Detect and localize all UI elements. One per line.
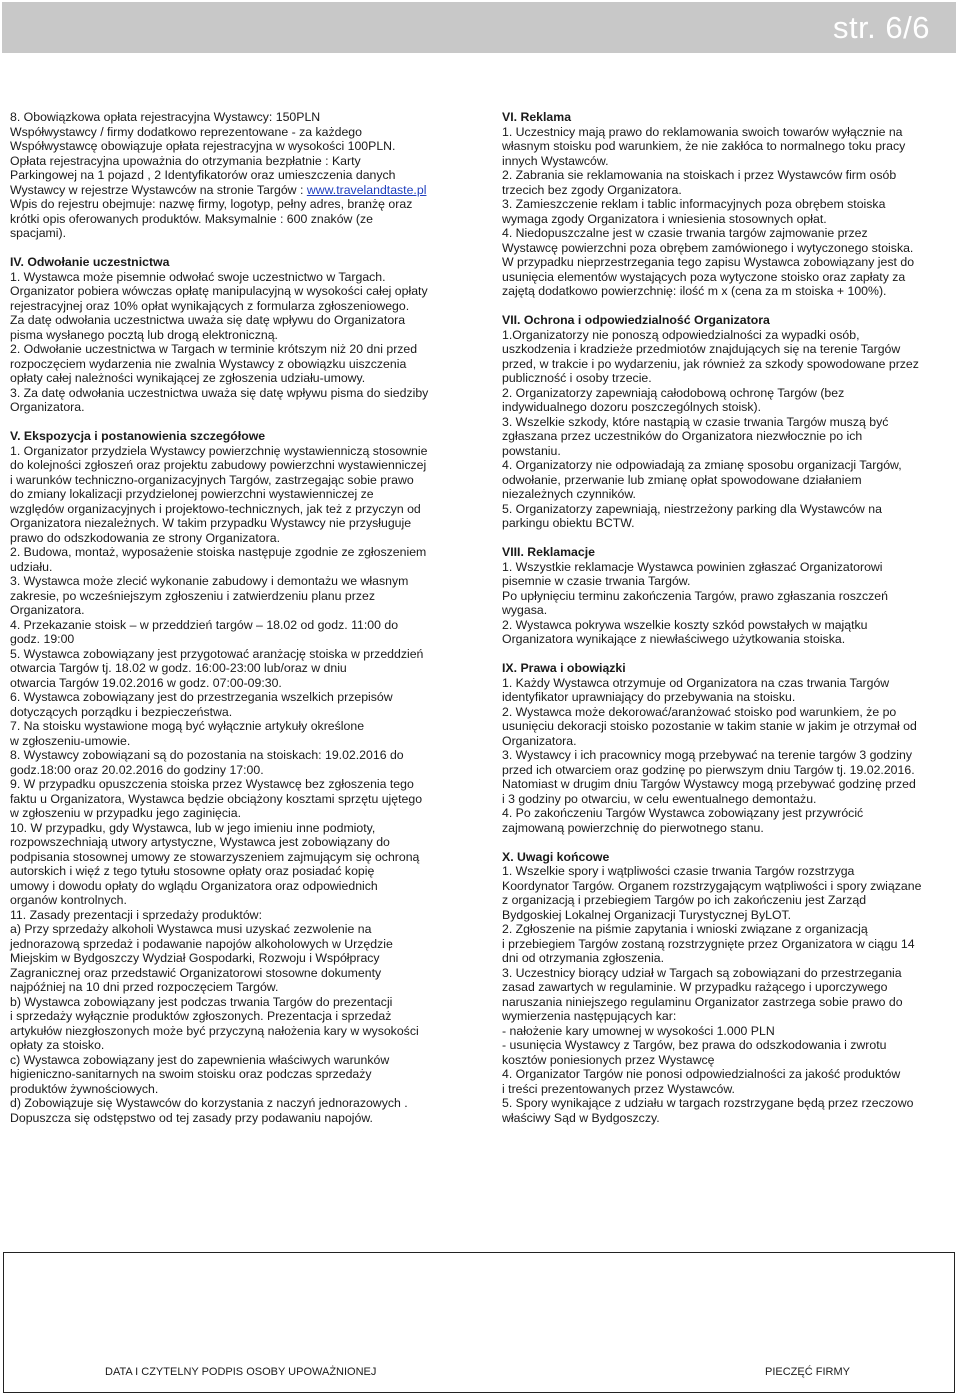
text-line: - usunięcia Wystawcy z Targów, bez prawa do odszkodowania i zwrotu bbox=[502, 1038, 887, 1052]
text-line: 3. Uczestnicy biorący udział w Targach są zobowiązani do przestrzegania bbox=[502, 965, 902, 980]
text-line: 1. Uczestnicy mają prawo do reklamowania swoich towarów wyłącznie na bbox=[502, 124, 903, 139]
section-viii-body bbox=[502, 560, 952, 647]
text-line: artykułów niezgłoszonych może być przyczyną nałożenia kary w wysokości bbox=[10, 1023, 419, 1038]
text-line: i 3 godziny po otwarciu, w celu ewentualnego demontażu. bbox=[502, 791, 817, 806]
text-line: najpóźniej na 10 dni przed rozpoczęciem Targów. bbox=[10, 980, 279, 994]
section-ix-body bbox=[502, 676, 952, 836]
text-line: b) Wystawca zobowiązany jest podczas trwania Targów do prezentacji bbox=[10, 994, 393, 1009]
text-line: zajętą dodatkowo powierzchnię: ilość m x (cena za m stoiska + 100%). bbox=[502, 284, 887, 298]
text-line: naruszania niniejszego regulaminu Organizator zastrzega sobie prawo do bbox=[502, 994, 903, 1009]
text-line: Organizator pobiera wówczas opłatę manipulacyjną w wysokości całej opłaty bbox=[10, 284, 428, 298]
text-line: 3. Wystawcy i ich pracownicy mogą przebywać na terenie targów 3 godziny bbox=[502, 748, 912, 762]
section-iv-body bbox=[10, 270, 462, 415]
text-line: zajmowaną powierzchnię do pierwotnego stanu. bbox=[502, 820, 764, 835]
section-ix-heading: IX. Prawa i obowiązki bbox=[502, 661, 626, 675]
text-line: odwołanie, przerwanie lub zmianę opłat spowodowane działaniem bbox=[502, 472, 862, 487]
text-line: otwarcia Targów tj. 18.02 w godz. 16:00-23:00 lub/oraz w dniu bbox=[10, 661, 347, 675]
section-vii-body bbox=[502, 328, 952, 531]
text-line: krótki opis oferowanych produktów. Maksymalnie : 600 znaków (ze bbox=[10, 211, 373, 226]
text-line: pisma wysłanego pocztą lub drogą elektroniczną. bbox=[10, 327, 278, 342]
text-line: dni od otrzymania zgłoszenia. bbox=[502, 951, 664, 965]
text-line: rozpowszechniają utwory artystyczne, Wystawca jest zobowiązany do bbox=[10, 835, 390, 849]
text-line: jednorazową sprzedaż i podawanie napojów alkoholowych w Urzędzie bbox=[10, 936, 393, 951]
text-line: i warunków techniczno-organizacyjnych Targów, zastrzegając sobie prawo bbox=[10, 472, 414, 487]
text-line: 1. Każdy Wystawca otrzymuje od Organizatora na czas trwania Targów bbox=[502, 675, 890, 690]
text-line: przed, w trakcie i po wydarzeniu, jak również za szkody spowodowane przez bbox=[502, 356, 919, 371]
text-line: 4. Przekazanie stoisk – w przeddzień targów – 18.02 od godz. 11:00 do bbox=[10, 617, 399, 632]
text-line: 1. Wystawca może pisemnie odwołać swoje uczestnictwo w Targach. bbox=[10, 269, 386, 284]
text-line: organów kontrolnych. bbox=[10, 893, 127, 907]
text-line: 2. Budowa, montaż, wyposażenie stoiska następuje zgodnie ze zgłoszeniem bbox=[10, 545, 427, 559]
text-line: identyfikator uprawniający do przebywania na stoisku. bbox=[502, 690, 796, 704]
page-number: str. 6/6 bbox=[832, 10, 930, 45]
text-line: 1. Wszystkie reklamacje Wystawca powinien zgłaszać Organizatorowi bbox=[502, 559, 883, 574]
text-line: opłaty całej należności wynikającej ze zgłoszenia udziału-umowy. bbox=[10, 371, 366, 385]
text-line: indywidualnego dozoru poszczególnych stoisk). bbox=[502, 400, 762, 414]
text-line: zakresie, po wcześniejszym zgłoszeniu i zatwierdzeniu planu przez bbox=[10, 588, 375, 603]
text-line: i sprzedaży wyłącznie produktów zgłoszonych. Prezentacja i sprzedaż bbox=[10, 1009, 392, 1023]
text-line: Organizatora. bbox=[502, 733, 577, 748]
text-line: opłaty za stoisko. bbox=[10, 1038, 105, 1052]
text-line: Zagranicznej oraz przedstawić Organizatorowi stosowne dokumenty bbox=[10, 965, 382, 980]
text-line: do zmiany lokalizacji przydzielonej powierzchni wystawienniczej ze bbox=[10, 487, 374, 501]
text-line: - nałożenie kary umownej w wysokości 1.000 PLN bbox=[502, 1023, 775, 1038]
text-line: powstaniu. bbox=[502, 443, 561, 458]
stamp-label: PIECZĘĆ FIRMY bbox=[765, 1366, 850, 1378]
text-line: względów organizacyjnych i projektowo-technicznych, jak też z przyczyn od bbox=[10, 501, 421, 516]
text-line: Opłata rejestracyjna upoważnia do otrzymania bezpłatnie : Karty bbox=[10, 153, 361, 168]
text-line: Organizatora. bbox=[10, 400, 85, 414]
text-line: 1. Wszelkie spory i wątpliwości czasie trwania Targów rozstrzyga bbox=[502, 864, 855, 878]
text-line: Organizatora niezależnych. W takim przypadku Wystawcy nie przysługuje bbox=[10, 516, 412, 530]
text-line: 9. W przypadku opuszczenia stoiska przez Wystawcę bez zgłoszenia tego bbox=[10, 777, 414, 791]
text-line: 4. Niedopuszczalne jest w czasie trwania targów zajmowanie przez bbox=[502, 226, 868, 240]
text-line: godz.18:00 oraz 20.02.2016 do godziny 17:00. bbox=[10, 762, 264, 777]
text-line: niezależnych czynników. bbox=[502, 487, 636, 501]
text-line: pisemnie w czasie trwania Targów. bbox=[502, 574, 691, 588]
text-line: c) Wystawca zobowiązany jest do zapewnienia właściwych warunków bbox=[10, 1052, 390, 1067]
text-line: wymierzenia następujących kar: bbox=[502, 1009, 677, 1023]
text-line: W przypadku nieprzestrzegania tego zapisu Wystawca zobowiązany jest do bbox=[502, 255, 915, 269]
text-line: Miejskim w Bydgoszczy Wydział Gospodarki, Rozwoju i Współpracy bbox=[10, 951, 380, 965]
text-line: 4. Po zakończeniu Targów Wystawca zobowiązany jest przywrócić bbox=[502, 806, 864, 820]
text-line: a) Przy sprzedaży alkoholi Wystawca musi uzyskać zezwolenie na bbox=[10, 922, 372, 936]
text-line: 4. Organizator Targów nie ponosi odpowiedzialności za jakość produktów bbox=[502, 1067, 901, 1081]
text-line: 2. Odwołanie uczestnictwa w Targach w terminie krótszym niż 20 dni przed bbox=[10, 342, 418, 356]
text-line: prawo do odszkodowania ze strony Organizatora. bbox=[10, 530, 280, 545]
text-line: 2. Zgłoszenie na piśmie zapytania i wnioski związane z organizacją bbox=[502, 922, 868, 936]
text-line: 8. Wystawcy zobowiązani są do pozostania na stoiskach: 19.02.2016 do bbox=[10, 748, 404, 762]
registry-link-prefix: Wystawcy w rejestrze Wystawców na stronie Targów : bbox=[10, 182, 307, 197]
text-line: w zgłoszeniu-umowie. bbox=[10, 733, 131, 748]
text-line: z organizacją i przebiegiem Targów po ich zakończeniu jest Zarząd bbox=[502, 893, 867, 907]
text-line: wymaga zgody Organizatora i wniesienia stosownych opłat. bbox=[502, 211, 827, 226]
text-line: Bydgoskiej Lokalnej Organizacji Turystycznej ByLOT. bbox=[502, 907, 792, 922]
text-line: 6. Wystawca zobowiązany jest do przestrzegania wszelkich przepisów bbox=[10, 690, 393, 704]
text-line: 1.Organizatorzy nie ponoszą odpowiedzialności za wypadki osób, bbox=[502, 327, 860, 342]
text-line: 2. Organizatorzy zapewniają całodobową ochronę Targów (bez bbox=[502, 385, 845, 400]
text-line: Organizatora wynikające z niewłaściwego użytkowania stoiska. bbox=[502, 632, 846, 646]
text-line: Po upłynięciu terminu zakończenia Targów, prawo zgłaszania roszczeń bbox=[502, 588, 888, 603]
text-line: 7. Na stoisku wystawione mogą być wyłącznie artykuły określone bbox=[10, 719, 365, 733]
text-line: d) Zobowiązuje się Wystawców do korzystania z naczyń jednorazowych . bbox=[10, 1096, 408, 1110]
text-line: parkingu obiektu BCTW. bbox=[502, 516, 635, 530]
text-line: 10. W przypadku, gdy Wystawca, lub w jego imieniu inne podmioty, bbox=[10, 820, 376, 835]
text-line: Wpis do rejestru obejmuje: nazwę firmy, logotyp, pełny adres, branżę oraz bbox=[10, 197, 413, 211]
text-line: zasad zawartych w regulaminie. W przypadku rażącego i uporczywego bbox=[502, 980, 888, 994]
text-line: 8. Obowiązkowa opłata rejestracyjna Wystawcy: 150PLN bbox=[10, 110, 321, 124]
text-line: Wystawcę powierzchni poza obrębem zamówionego i wytyczonego stoiska. bbox=[502, 240, 914, 255]
text-line: publiczność i osoby trzecie. bbox=[502, 371, 652, 385]
text-line: 2. Zabrania sie reklamowania na stoiskach i przez Wystawców firm osób bbox=[502, 168, 897, 182]
text-line: wygasa. bbox=[502, 603, 548, 617]
left-column bbox=[10, 110, 462, 1125]
text-line: Parkingowej na 1 pojazd , 2 Identyfikatorów oraz umieszczenia danych bbox=[10, 168, 396, 182]
text-line: 2. Wystawca pokrywa wszelkie koszty szkód powstałych w majątku bbox=[502, 617, 868, 632]
text-line: usunięciu dekoracji stoisko pozostanie w takim stanie w jakim je otrzymał od bbox=[502, 719, 917, 733]
text-line: przed ich otwarciem oraz godzinę po pierwszym dniu Targów tj. 19.02.2016. bbox=[502, 762, 915, 777]
text-line: własnym stoisku pod warunkiem, że nie zakłóca to normalnego toku pracy bbox=[502, 139, 906, 153]
text-line: dotyczących porządku i bezpieczeństwa. bbox=[10, 704, 233, 719]
section-vi-heading: VI. Reklama bbox=[502, 110, 572, 124]
section-vi-body bbox=[502, 125, 952, 299]
section-iv-heading: IV. Odwołanie uczestnictwa bbox=[10, 255, 170, 269]
text-line: 5. Wystawca zobowiązany jest przygotować aranżację stoiska w przeddzień bbox=[10, 646, 424, 661]
text-line: Koordynator Targów. Organem rozstrzygającym wątpliwości i spory związane bbox=[502, 878, 922, 893]
right-column bbox=[502, 110, 952, 1125]
text-line: umowy i dowodu opłaty do wglądu Organizatora oraz odpowiednich bbox=[10, 878, 378, 893]
text-line: kosztów poniesionych przez Wystawcę bbox=[502, 1052, 715, 1067]
text-line: 3. Wszelkie szkody, które nastąpią w czasie trwania Targów muszą być bbox=[502, 414, 889, 429]
text-line: spacjami). bbox=[10, 226, 67, 240]
website-link[interactable]: www.travelandtaste.pl bbox=[306, 182, 427, 197]
section-v-body bbox=[10, 444, 462, 1126]
text-line: i treści prezentowanych przez Wystawców. bbox=[502, 1081, 735, 1096]
section-vii-heading: VII. Ochrona i odpowiedzialność Organizatora bbox=[502, 313, 770, 327]
text-line: zgłaszana przez uczestników do Organizatora niezwłocznie po ich bbox=[502, 429, 863, 443]
text-line: Dopuszcza się odstępstwo od tej zasady przy podawaniu napojów. bbox=[10, 1110, 373, 1125]
text-line: 3. Wystawca może zlecić wykonanie zabudowy i demontażu we własnym bbox=[10, 574, 409, 588]
signature-label: DATA I CZYTELNY PODPIS OSOBY UPOWAŻNIONEJ bbox=[105, 1366, 377, 1378]
text-line: rejestracyjnej oraz 10% opłat wynikających z formularza zgłoszeniowego. bbox=[10, 298, 410, 313]
text-line: do kolejności zgłoszeń oraz projektu zabudowy powierzchni wystawienniczej bbox=[10, 458, 427, 472]
text-line: w zgłoszeniu w przypadku jego zaginięcia. bbox=[10, 806, 242, 820]
text-line: rozpoczęciem wydarzenia nie zwalnia Wystawcy z obowiązku uiszczenia bbox=[10, 356, 407, 371]
section-x-body bbox=[502, 864, 952, 1125]
text-line: 2. Wystawca może dekorować/aranżować stoisko pod warunkiem, że po bbox=[502, 704, 897, 719]
text-line: 3. Zamieszczenie reklam i tablic informacyjnych poza obrębem stoiska bbox=[502, 197, 886, 211]
text-line: podpisania stosownej umowy ze stowarzyszeniem zajmującym się ochroną bbox=[10, 849, 420, 864]
text-line: Organizatora. bbox=[10, 603, 85, 617]
text-line: godz. 19:00 bbox=[10, 632, 75, 646]
text-line: uszkodzenia i kradzieże przedmiotów znajdujących się na terenie Targów bbox=[502, 342, 901, 356]
section-x-heading: X. Uwagi końcowe bbox=[502, 849, 610, 864]
text-line: innych Wystawców. bbox=[502, 153, 609, 168]
text-line: udziału. bbox=[10, 559, 53, 574]
text-line: 4. Organizatorzy nie odpowiadają za zmianę sposobu organizacji Targów, bbox=[502, 458, 902, 472]
text-line: i przebiegiem Targów zostaną rozstrzygnięte przez Organizatora w ciągu 14 bbox=[502, 936, 915, 951]
text-line: 5. Spory wynikające z udziału w targach rozstrzygane będą przez rzeczowo bbox=[502, 1096, 914, 1110]
registry-details bbox=[10, 197, 462, 241]
text-line: higieniczno-sanitarnych na swoim stoisku oraz podczas sprzedaży bbox=[10, 1067, 372, 1081]
text-line: autorskich i więź z tego tytułu stosowne opłaty oraz posiadać kopię bbox=[10, 864, 375, 878]
text-line: faktu u Organizatora, Wystawca będzie obciążony kosztami sprzętu ujętego bbox=[10, 791, 423, 806]
text-line: 3. Za datę odwołania uczestnictwa uważa się datę wpływu pisma do siedziby bbox=[10, 385, 429, 400]
text-line: otwarcia Targów 19.02.2016 w godz. 07:00-09:30. bbox=[10, 675, 282, 690]
text-line: produktów żywnościowych. bbox=[10, 1081, 159, 1096]
header-bar bbox=[2, 2, 956, 53]
text-line: 1. Organizator przydziela Wystawcy powierzchnię wystawienniczą stosownie bbox=[10, 443, 428, 458]
text-line: 11. Zasady prezentacji i sprzedaży produktów: bbox=[10, 907, 262, 922]
text-line: Natomiast w drugim dniu Targów Wystawcy mogą przebywać godzinę przed bbox=[502, 777, 916, 791]
text-line: Za datę odwołania uczestnictwa uważa się datę wpływu do Organizatora bbox=[10, 313, 406, 327]
section-viii-heading: VIII. Reklamacje bbox=[502, 545, 595, 559]
registration-fee-section bbox=[10, 110, 462, 183]
text-line: usunięcia elementów wystających poza wytyczone stoisko oraz zapłaty za bbox=[502, 269, 906, 284]
text-line: właściwy Sąd w Bydgoszczy. bbox=[502, 1110, 660, 1125]
text-line: 5. Organizatorzy zapewniają, niestrzeżony parking dla Wystawców na bbox=[502, 501, 882, 516]
text-line: trzecich bez zgody Organizatora. bbox=[502, 182, 682, 197]
registry-link-line bbox=[10, 183, 462, 198]
section-v-heading: V. Ekspozycja i postanowienia szczegółowe bbox=[10, 429, 266, 443]
text-line: Współwystawcy / firmy dodatkowo reprezentowane - za każdego bbox=[10, 124, 362, 139]
text-line: Współwystawcę obowiązuje opłata rejestracyjna w wysokości 100PLN. bbox=[10, 139, 396, 153]
